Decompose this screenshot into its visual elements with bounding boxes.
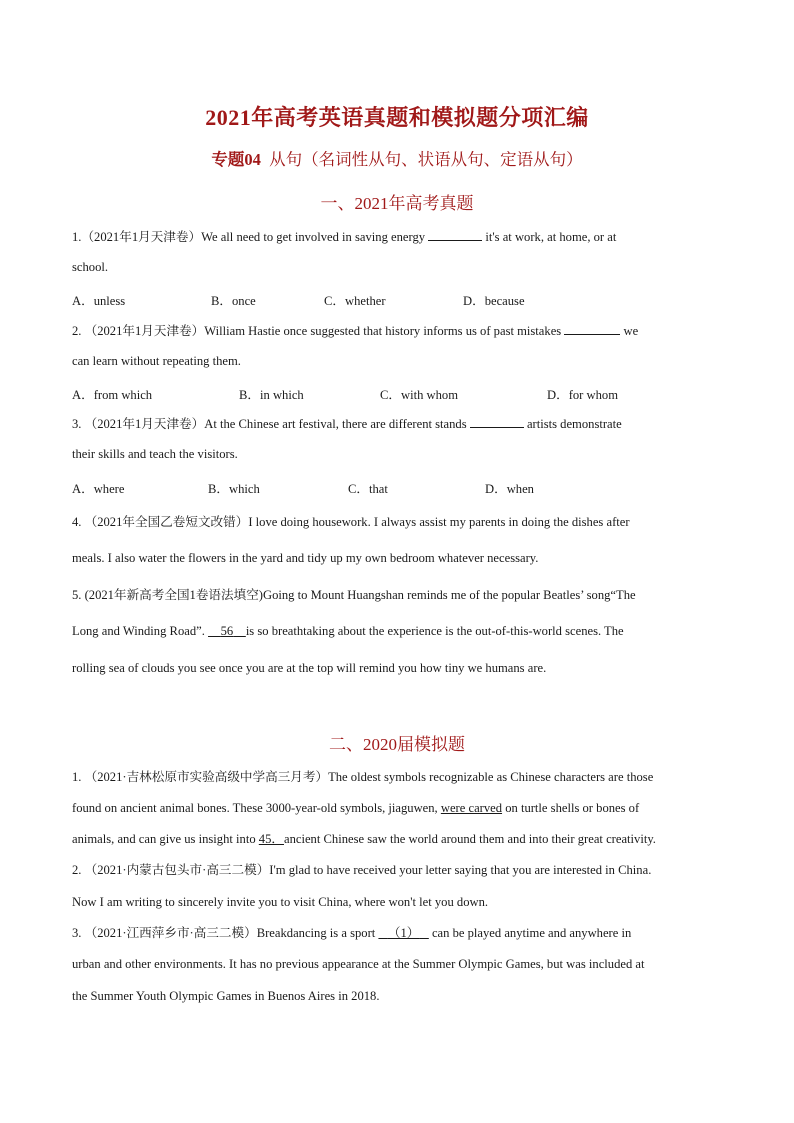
question-5-continued-2: rolling sea of clouds you see once you are at the top will remind you how tiny we humans are. xyxy=(72,661,547,675)
option-a: A．from which xyxy=(72,388,153,402)
underlined-phrase: were carved xyxy=(440,801,503,815)
question-2: 2. （2021年1月天津卷）William Hastie once suggested that history informs us of past mistakes we xyxy=(72,324,639,338)
document-title: 2021年高考英语真题和模拟题分项汇编 xyxy=(205,105,589,130)
mock-question-1-continued: found on ancient animal bones. These 3000-year-old symbols, jiaguwen, were carved on turtle shells or bones of xyxy=(72,801,640,815)
section-heading-real-exams: 一、2021年高考真题 xyxy=(320,194,474,213)
subtitle-topic-name: 从句（名词性从句、状语从句、定语从句） xyxy=(269,150,583,169)
option-b: B．once xyxy=(211,294,256,308)
question-4: 4. （2021年全国乙卷短文改错）I love doing housework. I always assist my parents in doing the dishes after xyxy=(72,515,630,529)
option-a: A．where xyxy=(72,482,125,496)
mock-question-1-continued-2: animals, and can give us insight into 45．ancient Chinese saw the world around them and into their great creativity. xyxy=(72,832,656,846)
numbered-blank: 45． xyxy=(258,832,284,846)
question-1-continued: school. xyxy=(72,260,109,274)
question-5-continued: Long and Winding Road”. 56 is so breathtaking about the experience is the out-of-this-world scenes. The xyxy=(72,624,624,638)
answer-blank xyxy=(564,322,620,335)
option-d: D．because xyxy=(463,294,525,308)
question-4-continued: meals. I also water the flowers in the yard and tidy up my own bedroom whatever necessary. xyxy=(72,551,539,565)
section-heading-mock-exams: 二、2020届模拟题 xyxy=(329,735,465,754)
option-d: D．for whom xyxy=(547,388,619,402)
option-c: C．with whom xyxy=(380,388,459,402)
answer-blank xyxy=(428,228,482,241)
numbered-blank: 56 xyxy=(220,624,234,638)
option-a: A．unless xyxy=(72,294,126,308)
subtitle-topic-number: 专题04 xyxy=(211,150,261,169)
option-c: C．that xyxy=(348,482,388,496)
mock-question-3: 3. （2021·江西萍乡市·高三二模）Breakdancing is a sport （1） can be played anytime and anywhere in xyxy=(72,926,632,940)
question-3: 3. （2021年1月天津卷）At the Chinese art festival, there are different stands artists demonstrate xyxy=(72,417,622,431)
document-subtitle xyxy=(0,146,794,170)
option-c: C．whether xyxy=(324,294,386,308)
question-2-continued: can learn without repeating them. xyxy=(72,354,241,368)
option-d: D．when xyxy=(485,482,534,496)
mock-question-1: 1. （2021·吉林松原市实验高级中学高三月考）The oldest symbols recognizable as Chinese characters are those xyxy=(72,770,654,784)
question-5: 5. (2021年新高考全国1卷语法填空)Going to Mount Huangshan reminds me of the popular Beatles’ song“The xyxy=(72,588,636,602)
answer-blank xyxy=(470,415,524,428)
option-b: B．which xyxy=(208,482,260,496)
mock-question-2-continued: Now I am writing to sincerely invite you to visit China, where won't let you down. xyxy=(72,895,489,909)
mock-question-3-continued: urban and other environments. It has no previous appearance at the Summer Olympic Games, but was included at xyxy=(72,957,645,971)
question-1: 1.（2021年1月天津卷）We all need to get involved in saving energy it's at work, at home, or at xyxy=(72,230,617,244)
numbered-blank: （1） xyxy=(387,926,420,940)
question-3-continued: their skills and teach the visitors. xyxy=(72,447,238,461)
mock-question-2: 2. （2021·内蒙古包头市·高三二模）I'm glad to have received your letter saying that you are interested in China. xyxy=(72,863,652,877)
option-b: B．in which xyxy=(239,388,304,402)
mock-question-3-continued-2: the Summer Youth Olympic Games in Buenos Aires in 2018. xyxy=(72,989,380,1003)
